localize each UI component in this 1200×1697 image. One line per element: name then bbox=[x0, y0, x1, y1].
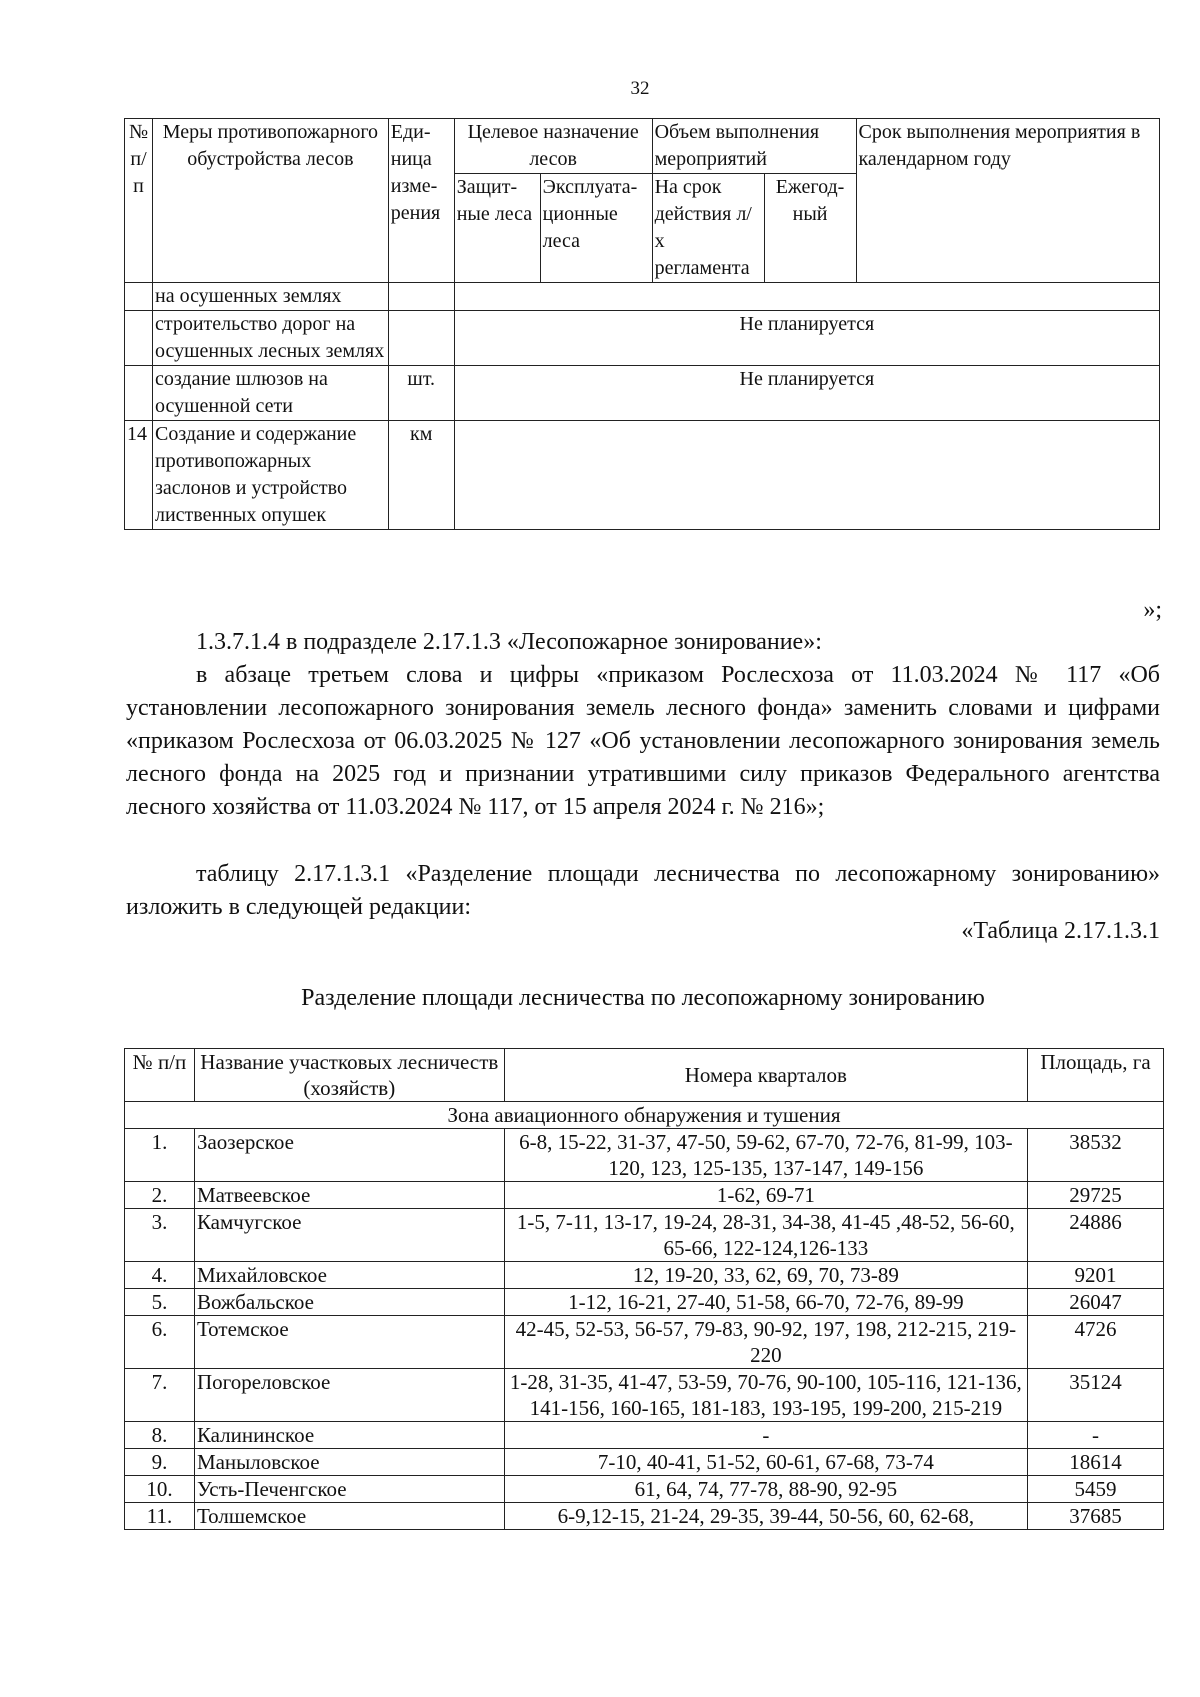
paragraph: в абзаце третьем слова и цифры «приказом Рослесхоза от 11.03.2024 № 117 «Об установлении лесопожарного зонирования земель лесного фонда» заменить словами и цифрами «приказом Рослесхоза от 06.03.2025 № 127 «Об установлении лесопожарного зонирования земель лесного фонда на 2025 год и признании утратившими силу приказов Федерального агентства лесного хозяйства от 11.03.2024 № 117, от 15 апреля 2024 г. № 216»; bbox=[126, 662, 1160, 820]
row-quarters: - bbox=[504, 1422, 1027, 1449]
t1-row-value bbox=[454, 283, 1159, 311]
paragraph: 1.3.7.1.4 в подразделе 2.17.1.3 «Лесопожарное зонирование»: bbox=[196, 629, 822, 655]
t1-header-term: На срок действия л/х регламента bbox=[652, 174, 764, 283]
row-name: Маныловское bbox=[194, 1449, 504, 1476]
table-row bbox=[125, 1449, 1164, 1476]
t1-row-unit: км bbox=[388, 421, 454, 530]
row-num: 1. bbox=[125, 1129, 195, 1182]
row-quarters: 42-45, 52-53, 56-57, 79-83, 90-92, 197, 198, 212-215, 219-220 bbox=[504, 1316, 1027, 1369]
page-number: 32 bbox=[630, 78, 650, 99]
row-num: 3. bbox=[125, 1209, 195, 1262]
t1-header-purpose: Целевое назначение лесов bbox=[454, 119, 652, 174]
row-area: 38532 bbox=[1028, 1129, 1164, 1182]
row-name: Вожбальское bbox=[194, 1289, 504, 1316]
row-quarters: 1-62, 69-71 bbox=[504, 1182, 1027, 1209]
row-name: Матвеевское bbox=[194, 1182, 504, 1209]
table-row bbox=[125, 1209, 1164, 1262]
table-label: «Таблица 2.17.1.3.1 bbox=[961, 918, 1160, 944]
row-quarters: 61, 64, 74, 77-78, 88-90, 92-95 bbox=[504, 1476, 1027, 1503]
t1-row-num bbox=[125, 311, 153, 366]
row-quarters: 1-28, 31-35, 41-47, 53-59, 70-76, 90-100, 105-116, 121-136, 141-156, 160-165, 181-183, 193-195, 199-200, 215-219 bbox=[504, 1369, 1027, 1422]
t2-header-name: Название участковых лесничеств (хозяйств) bbox=[194, 1049, 504, 1102]
row-area: 4726 bbox=[1028, 1316, 1164, 1369]
table-row bbox=[125, 1503, 1164, 1530]
row-num: 8. bbox=[125, 1422, 195, 1449]
row-num: 9. bbox=[125, 1449, 195, 1476]
t1-row-unit: шт. bbox=[388, 366, 454, 421]
row-area: 29725 bbox=[1028, 1182, 1164, 1209]
t1-row-num bbox=[125, 283, 153, 311]
zone-heading: Зона авиационного обнаружения и тушения bbox=[125, 1102, 1164, 1129]
fire-zoning-table bbox=[124, 1048, 1164, 1530]
t2-header-quarters: Номера кварталов bbox=[504, 1049, 1027, 1102]
row-area: 9201 bbox=[1028, 1262, 1164, 1289]
t1-header-unit: Еди-ница изме-рения bbox=[388, 119, 454, 283]
t2-header-area: Площадь, га bbox=[1028, 1049, 1164, 1102]
t1-row-name: Создание и содержание противопожарных заслонов и устройство лиственных опушек bbox=[152, 421, 388, 530]
t1-row-unit bbox=[388, 283, 454, 311]
t1-row-name: создание шлюзов на осушенной сети bbox=[152, 366, 388, 421]
row-name: Тотемское bbox=[194, 1316, 504, 1369]
table-row bbox=[125, 1369, 1164, 1422]
row-name: Толшемское bbox=[194, 1503, 504, 1530]
paragraph: таблицу 2.17.1.3.1 «Разделение площади лесничества по лесопожарному зонированию» изложить в следующей редакции: bbox=[126, 861, 1160, 920]
table-row bbox=[125, 1289, 1164, 1316]
t1-row-value: Не планируется bbox=[454, 366, 1159, 421]
row-name: Михайловское bbox=[194, 1262, 504, 1289]
t1-header-measures: Меры противопожарного обустройства лесов bbox=[152, 119, 388, 283]
row-num: 7. bbox=[125, 1369, 195, 1422]
row-quarters: 6-8, 15-22, 31-37, 47-50, 59-62, 67-70, 72-76, 81-99, 103-120, 123, 125-135, 137-147, 149-156 bbox=[504, 1129, 1027, 1182]
t1-row-value bbox=[454, 421, 1159, 530]
row-area: 35124 bbox=[1028, 1369, 1164, 1422]
row-quarters: 1-12, 16-21, 27-40, 51-58, 66-70, 72-76, 89-99 bbox=[504, 1289, 1027, 1316]
t2-header-num: № п/п bbox=[125, 1049, 195, 1102]
row-num: 6. bbox=[125, 1316, 195, 1369]
table-row bbox=[125, 1476, 1164, 1503]
row-num: 4. bbox=[125, 1262, 195, 1289]
row-num: 5. bbox=[125, 1289, 195, 1316]
t1-row-unit bbox=[388, 311, 454, 366]
row-name: Погореловское bbox=[194, 1369, 504, 1422]
row-num: 10. bbox=[125, 1476, 195, 1503]
t1-row-name: на осушенных землях bbox=[152, 283, 388, 311]
row-num: 2. bbox=[125, 1182, 195, 1209]
table-row bbox=[125, 1129, 1164, 1182]
row-name: Усть-Печенгское bbox=[194, 1476, 504, 1503]
t1-header-exploitation: Эксплуата-ционные леса bbox=[540, 174, 652, 283]
table-title: Разделение площади лесничества по лесопожарному зонированию bbox=[301, 985, 985, 1011]
row-quarters: 7-10, 40-41, 51-52, 60-61, 67-68, 73-74 bbox=[504, 1449, 1027, 1476]
t1-header-deadline: Срок выполнения мероприятия в календарном году bbox=[856, 119, 1160, 283]
table-row bbox=[125, 1182, 1164, 1209]
row-name: Заозерское bbox=[194, 1129, 504, 1182]
row-quarters: 1-5, 7-11, 13-17, 19-24, 28-31, 34-38, 41-45 ,48-52, 56-60, 65-66, 122-124,126-133 bbox=[504, 1209, 1027, 1262]
table-row bbox=[125, 1316, 1164, 1369]
row-area: 24886 bbox=[1028, 1209, 1164, 1262]
row-name: Камчугское bbox=[194, 1209, 504, 1262]
t1-header-annual: Ежегод-ный bbox=[764, 174, 856, 283]
row-area: 26047 bbox=[1028, 1289, 1164, 1316]
closing-quote: »; bbox=[1143, 597, 1162, 623]
row-name: Калининское bbox=[194, 1422, 504, 1449]
row-quarters: 12, 19-20, 33, 62, 69, 70, 73-89 bbox=[504, 1262, 1027, 1289]
table-row bbox=[125, 1422, 1164, 1449]
row-quarters: 6-9,12-15, 21-24, 29-35, 39-44, 50-56, 60, 62-68, bbox=[504, 1503, 1027, 1530]
t1-row-num bbox=[125, 366, 153, 421]
row-num: 11. bbox=[125, 1503, 195, 1530]
table-row bbox=[125, 1262, 1164, 1289]
row-area: 5459 bbox=[1028, 1476, 1164, 1503]
t1-header-num: № п/п bbox=[125, 119, 153, 283]
t1-header-protective: Защит-ные леса bbox=[454, 174, 540, 283]
row-area: 37685 bbox=[1028, 1503, 1164, 1530]
t1-row-num: 14 bbox=[125, 421, 153, 530]
t1-row-value: Не планируется bbox=[454, 311, 1159, 366]
row-area: 18614 bbox=[1028, 1449, 1164, 1476]
row-area: - bbox=[1028, 1422, 1164, 1449]
fire-measures-table bbox=[124, 118, 1160, 530]
t1-header-volume: Объем выполнения мероприятий bbox=[652, 119, 856, 174]
t1-row-name: строительство дорог на осушенных лесных землях bbox=[152, 311, 388, 366]
